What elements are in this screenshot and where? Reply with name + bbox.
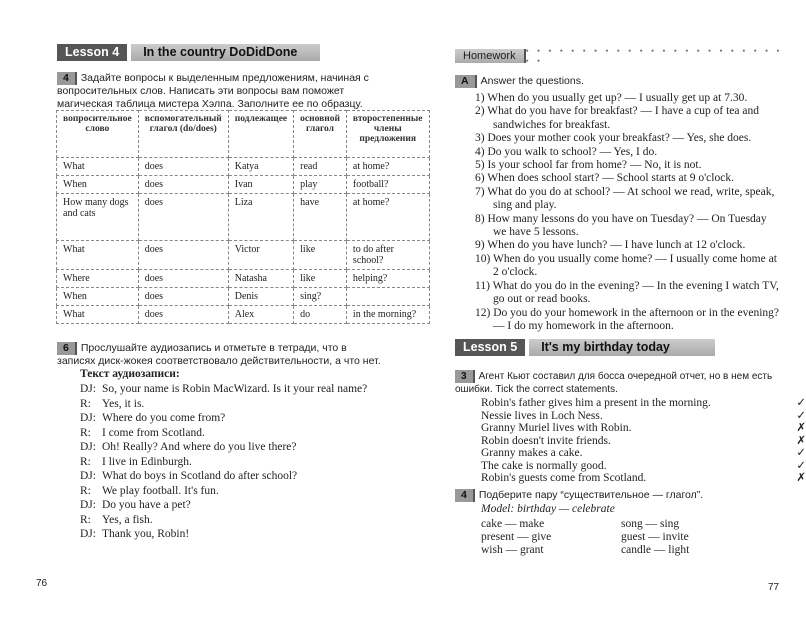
exercise-a-instructions: [455, 75, 584, 88]
dialogue-line: [80, 440, 367, 455]
line-text: What do boys in Scotland do after school?: [102, 470, 298, 482]
statement-text: Robin's guests come from Scotland.: [481, 472, 647, 484]
dialogue-line: [80, 397, 367, 412]
answer-item: 8) How many lessons do you have on Tuesday? — On Tuesday we have 5 lessons.: [475, 212, 767, 239]
homework-header: [455, 46, 793, 66]
lesson-title: In the country DoDidDone: [131, 44, 320, 61]
speaker: DJ:: [80, 412, 96, 424]
statement-text: Robin's father gives him a present in the morning.: [481, 397, 711, 409]
table-cell: like: [294, 241, 347, 270]
tick-mark: ✓: [796, 397, 806, 409]
statement-item: [481, 435, 806, 448]
word-pair: present — give: [481, 531, 552, 543]
speaker: R:: [80, 426, 91, 439]
lesson-number: Lesson 4: [57, 44, 127, 61]
statement-item: [481, 472, 806, 485]
line-text: So, your name is Robin MacWizard. Is it your real name?: [102, 383, 368, 395]
table-cell: to do after school?: [346, 241, 429, 270]
table-cell: Denis: [228, 288, 293, 306]
answer-item: 1) When do you usually get up? — I usually get up at 7.30.: [475, 92, 748, 104]
statement-item: [481, 447, 806, 460]
table-row: [57, 158, 430, 176]
exercise-3-instructions: [455, 370, 785, 396]
statement-text: Granny makes a cake.: [481, 447, 583, 459]
statement-item: [481, 422, 806, 435]
table-row: [57, 194, 430, 241]
column-header: основной глагол: [294, 111, 347, 158]
lesson-4-banner: [57, 44, 320, 61]
lesson-5-banner: [455, 339, 715, 356]
table-cell: at home?: [346, 194, 429, 241]
answer-item: 5) Is your school far from home? — No, it is not.: [475, 159, 702, 172]
dialogue-line: [80, 469, 367, 484]
table-cell: helping?: [346, 270, 429, 288]
page-number: 77: [768, 582, 780, 593]
table-cell: does: [138, 288, 228, 306]
table-cell: does: [138, 158, 228, 176]
table-row: [57, 241, 430, 270]
dialogue-line: [80, 484, 367, 499]
statement-list: [481, 397, 806, 485]
table-cell: Alex: [228, 306, 293, 324]
dialogue-line: [80, 426, 367, 441]
table-cell: Ivan: [228, 176, 293, 194]
statement-item: [481, 410, 806, 423]
dialogue-line: [80, 411, 367, 426]
lesson-number: Lesson 5: [455, 339, 525, 356]
exercise-number: 4: [57, 72, 77, 85]
exercise-text: Прослушайте аудиозапись и отметьте в тетради, что в записях диск-жокея соответствовало действительности, а что нет.: [57, 342, 381, 367]
word-pair: guest — invite: [621, 531, 689, 543]
table-cell: at home?: [346, 158, 429, 176]
line-text: Do you have a pet?: [102, 499, 191, 511]
dialogue-line: [80, 513, 367, 528]
exercise-number: 6: [57, 342, 77, 355]
tick-mark: ✗: [796, 422, 806, 434]
speaker: DJ:: [80, 441, 96, 453]
word-pair: candle — light: [621, 544, 690, 556]
table-row: [57, 176, 430, 194]
statement-text: Robin doesn't invite friends.: [481, 434, 611, 447]
table-cell: Katya: [228, 158, 293, 176]
table-row: [57, 306, 430, 324]
column-header: второстепенные члены предложения: [346, 111, 429, 158]
dialogue-line: [80, 527, 367, 542]
speaker: DJ:: [80, 470, 96, 482]
answer-item: 6) When does school start? — School starts at 9 o'clock.: [475, 172, 734, 185]
table-cell: like: [294, 270, 347, 288]
table-cell: does: [138, 270, 228, 288]
table-cell: Victor: [228, 241, 293, 270]
lesson-title: It's my birthday today: [529, 339, 715, 356]
table-cell: do: [294, 306, 347, 324]
dialogue-line: [80, 455, 367, 470]
statement-item: [481, 460, 806, 473]
dialogue-line: [80, 498, 367, 513]
exercise-number: 4: [455, 489, 475, 502]
exercise-number: 3: [455, 370, 475, 383]
tick-mark: ✓: [796, 447, 806, 459]
tick-mark: ✓: [796, 409, 806, 422]
tick-mark: ✗: [796, 472, 806, 484]
word-pairs: [481, 518, 761, 557]
speaker: R:: [80, 513, 91, 526]
table-cell: does: [138, 194, 228, 241]
answer-item: 2) What do you have for breakfast? — I have a cup of tea and sandwiches for breakfast.: [475, 105, 759, 131]
answer-item: 7) What do you do at school? — At school we read, write, speak, sing and play.: [475, 185, 775, 212]
line-text: I come from Scotland.: [102, 426, 205, 439]
line-text: We play football. It's fun.: [102, 484, 219, 497]
homework-label: Homework: [455, 49, 526, 63]
exercise-text: Answer the questions.: [480, 75, 584, 87]
answer-list: [475, 92, 780, 333]
dotted-divider: • • • • • • • • • • • • • • • • • • • • • • • • •: [525, 46, 783, 66]
exercise-text: Задайте вопросы к выделенным предложениям, начиная с вопросительных слов. Написать эти вопросы вам поможет магическая таблица мистера Хэлпа. Заполните ее по образцу.: [57, 72, 369, 110]
word-pair: song — sing: [621, 518, 680, 530]
line-text: Oh! Really? And where do you live there?: [102, 441, 297, 453]
answer-item: 10) When do you usually come home? — I usually come home at 2 o'clock.: [475, 252, 777, 279]
table-cell: What: [57, 241, 139, 270]
transcript-dialogue: [80, 382, 367, 542]
table-cell: How many dogs and cats: [57, 194, 139, 241]
statement-item: [481, 397, 806, 410]
column-header: подлежащее: [228, 111, 293, 158]
table-row: [57, 288, 430, 306]
exercise-text: Подберите пару “существительное — глагол”.: [478, 489, 704, 501]
table-cell: Natasha: [228, 270, 293, 288]
line-text: I live in Edinburgh.: [102, 455, 192, 468]
exercise-text: Агент Кьют составил для босса очередной отчет, но в нем есть ошибки. Tick the correct statements.: [455, 371, 773, 395]
exercise-number: A: [455, 75, 477, 88]
table-cell: When: [57, 176, 139, 194]
answer-item: 9) When do you have lunch? — I have lunch at 12 o'clock.: [475, 239, 746, 252]
transcript-title: Текст аудиозаписи:: [80, 368, 180, 380]
column-header: вопросительное слово: [57, 111, 139, 158]
answer-item: 4) Do you walk to school? — Yes, I do.: [475, 145, 658, 158]
dialogue-line: [80, 382, 367, 397]
column-header: вспомогательный глагол (do/does): [138, 111, 228, 158]
speaker: DJ:: [80, 383, 96, 395]
table-cell: What: [57, 158, 139, 176]
table-cell: football?: [346, 176, 429, 194]
statement-text: Nessie lives in Loch Ness.: [481, 409, 603, 422]
table-cell: does: [138, 241, 228, 270]
answer-item: 12) Do you do your homework in the afternoon or in the evening? — I do my homework in the afternoon.: [475, 306, 780, 332]
tick-mark: ✓: [796, 459, 806, 472]
speaker: R:: [80, 484, 91, 497]
answer-item: 3) Does your mother cook your breakfast? — Yes, she does.: [475, 132, 752, 145]
table-cell: have: [294, 194, 347, 241]
word-pair: wish — grant: [481, 544, 544, 556]
exercise-6-instructions: [57, 342, 387, 368]
model-example: Model: birthday — celebrate: [481, 503, 615, 515]
table-cell: sing?: [294, 288, 347, 306]
speaker: R:: [80, 455, 91, 468]
table-cell: What: [57, 306, 139, 324]
table-row: [57, 270, 430, 288]
speaker: R:: [80, 397, 91, 410]
exercise-4-instructions: [57, 72, 387, 111]
table-cell: does: [138, 176, 228, 194]
table-cell: read: [294, 158, 347, 176]
table-cell: play: [294, 176, 347, 194]
answer-item: 11) What do you do in the evening? — In the evening I watch TV, go out or read books.: [475, 279, 779, 306]
table-cell: does: [138, 306, 228, 324]
table-cell: Liza: [228, 194, 293, 241]
line-text: Yes, a fish.: [102, 513, 153, 526]
table-cell: Where: [57, 270, 139, 288]
speaker: DJ:: [80, 499, 96, 511]
word-pair: cake — make: [481, 518, 545, 530]
table-cell: in the morning?: [346, 306, 429, 324]
line-text: Thank you, Robin!: [102, 528, 190, 540]
table-cell: When: [57, 288, 139, 306]
line-text: Where do you come from?: [102, 412, 226, 424]
statement-text: Granny Muriel lives with Robin.: [481, 422, 632, 434]
exercise-4-instructions: [455, 489, 703, 502]
speaker: DJ:: [80, 528, 96, 540]
question-table: [56, 110, 430, 324]
statement-text: The cake is normally good.: [481, 459, 607, 472]
tick-mark: ✗: [796, 434, 806, 447]
table-cell: [346, 288, 429, 306]
page-number: 76: [36, 578, 48, 589]
line-text: Yes, it is.: [102, 397, 145, 410]
